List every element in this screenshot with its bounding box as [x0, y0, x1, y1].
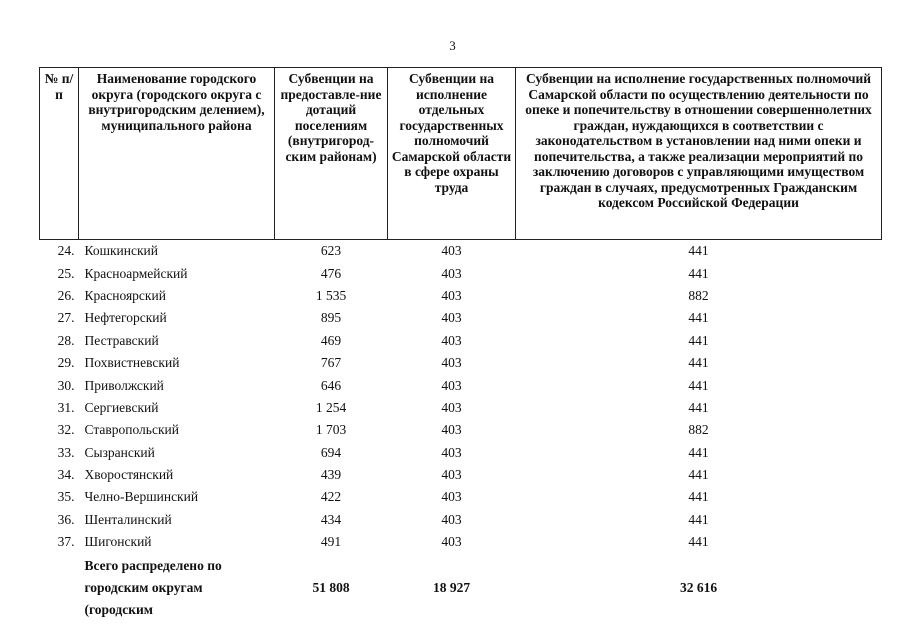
subsidy-settlements-value: 767 [320, 355, 342, 371]
total-guardianship-value: 32 616 [679, 580, 718, 596]
table-row [40, 509, 882, 531]
municipality-name: Красноармейский [84, 265, 188, 281]
row-number: 25. [57, 265, 75, 281]
total-row [40, 553, 882, 621]
row-number: 37. [57, 534, 75, 550]
row-number: 36. [57, 511, 75, 527]
subsidy-guardianship-value: 441 [688, 534, 709, 550]
row-number: 33. [57, 444, 75, 460]
page-number: 3 [449, 38, 456, 53]
subsidy-settlements-value: 434 [320, 511, 342, 527]
header-municipality-name: Наименование городского округа (городского округа с внутригородским делением), муниципального района [79, 68, 275, 240]
subsidy-labor-protection-value: 403 [441, 243, 462, 259]
row-number: 29. [57, 355, 75, 371]
subsidy-guardianship-value: 882 [688, 422, 709, 438]
subsidy-labor-protection-value: 403 [441, 511, 462, 527]
header-subsidies-settlements: Субвенции на предоставле-ние дотаций поселениям (внутригород-ским районам) [275, 68, 388, 240]
table-row [40, 397, 882, 419]
subsidy-labor-protection-value: 403 [441, 310, 462, 326]
subsidy-labor-protection-value: 403 [441, 265, 462, 281]
table-row [40, 352, 882, 374]
table-header-row [40, 68, 882, 240]
subsidy-guardianship-value: 882 [688, 287, 709, 303]
subsidy-guardianship-value: 441 [688, 467, 709, 483]
table-row [40, 442, 882, 464]
subsidy-guardianship-value: 441 [688, 377, 709, 393]
municipality-name: Нефтегорский [84, 310, 167, 326]
subsidy-settlements-value: 491 [320, 534, 342, 550]
subsidy-guardianship-value: 441 [688, 310, 709, 326]
municipality-name: Челно-Вершинский [84, 489, 199, 505]
table-body [40, 240, 882, 622]
municipality-name: Кошкинский [84, 243, 158, 259]
row-number: 27. [57, 310, 75, 326]
subsidy-guardianship-value: 441 [688, 489, 709, 505]
table-row [40, 285, 882, 307]
subsidy-labor-protection-value: 403 [441, 489, 462, 505]
subsidy-guardianship-value: 441 [688, 332, 709, 348]
subsidy-labor-protection-value: 403 [441, 332, 462, 348]
subsidy-labor-protection-value: 403 [441, 534, 462, 550]
subsidy-settlements-value: 623 [320, 243, 342, 259]
table-row [40, 262, 882, 284]
subsidy-settlements-value: 439 [320, 467, 342, 483]
subsidy-settlements-value: 646 [320, 377, 342, 393]
table-row [40, 330, 882, 352]
subsidy-settlements-value: 476 [320, 265, 342, 281]
municipality-name: Приволжский [84, 377, 164, 393]
subsidy-labor-protection-value: 403 [441, 399, 462, 415]
municipality-name: Пестравский [84, 332, 159, 348]
subsidy-guardianship-value: 441 [688, 399, 709, 415]
row-number: 34. [57, 467, 75, 483]
municipality-name: Хворостянский [84, 467, 174, 483]
subsidy-settlements-value: 1 535 [315, 287, 347, 303]
subsidy-settlements-value: 469 [320, 332, 342, 348]
subsidy-labor-protection-value: 403 [441, 467, 462, 483]
row-number: 26. [57, 287, 75, 303]
municipality-name: Сызранский [84, 444, 155, 460]
subsidy-guardianship-value: 441 [688, 511, 709, 527]
row-number: 28. [57, 332, 75, 348]
subsidy-settlements-value: 422 [320, 489, 342, 505]
subsidy-guardianship-value: 441 [688, 444, 709, 460]
total-settlements-value: 51 808 [312, 580, 350, 596]
subsidy-settlements-value: 1 703 [315, 422, 347, 438]
subsidy-labor-protection-value: 403 [441, 287, 462, 303]
table-row [40, 531, 882, 553]
subsidy-labor-protection-value: 403 [441, 422, 462, 438]
subsidy-settlements-value: 694 [320, 444, 342, 460]
row-number: 31. [57, 399, 75, 415]
row-number: 35. [57, 489, 75, 505]
subsidy-guardianship-value: 441 [688, 243, 709, 259]
municipality-name: Красноярский [84, 287, 166, 303]
table-row [40, 240, 882, 263]
total-labor-protection-value: 18 927 [432, 580, 471, 596]
row-number: 24. [57, 243, 75, 259]
total-label: Всего распределено по городским округам (городским [84, 558, 222, 618]
municipality-name: Похвистневский [84, 355, 180, 371]
header-subsidies-labor-protection: Субвенции на исполнение отдельных государственных полномочий Самарской области в сфере охраны труда [388, 68, 516, 240]
header-number: № п/п [40, 68, 79, 240]
subsidy-settlements-value: 1 254 [315, 399, 347, 415]
municipality-name: Шенталинский [84, 511, 172, 527]
header-subsidies-guardianship: Субвенции на исполнение государственных полномочий Самарской области по осуществлению деятельности по опеке и попечительству в отношении совершеннолетних граждан, нуждающихся в соответствии с законодательством в установлении над ними опеки и попечительства, а также реализации мероприятий по заключению договоров с управляющими имуществом граждан в случаях, предусмотренных Гражданским кодексом Российской Федерации [516, 68, 882, 240]
table-row [40, 419, 882, 441]
table-row [40, 464, 882, 486]
total-number-cell [40, 553, 79, 621]
row-number: 30. [57, 377, 75, 393]
subsidy-guardianship-value: 441 [688, 265, 709, 281]
subsidy-settlements-value: 895 [320, 310, 342, 326]
municipality-name: Сергиевский [84, 399, 159, 415]
municipality-name: Шигонский [84, 534, 152, 550]
subventions-table [39, 67, 882, 621]
table-row [40, 307, 882, 329]
subsidy-labor-protection-value: 403 [441, 355, 462, 371]
subsidy-labor-protection-value: 403 [441, 444, 462, 460]
table-row [40, 374, 882, 396]
subsidy-guardianship-value: 441 [688, 355, 709, 371]
municipality-name: Ставропольский [84, 422, 179, 438]
table-row [40, 486, 882, 508]
row-number: 32. [57, 422, 75, 438]
subsidy-labor-protection-value: 403 [441, 377, 462, 393]
